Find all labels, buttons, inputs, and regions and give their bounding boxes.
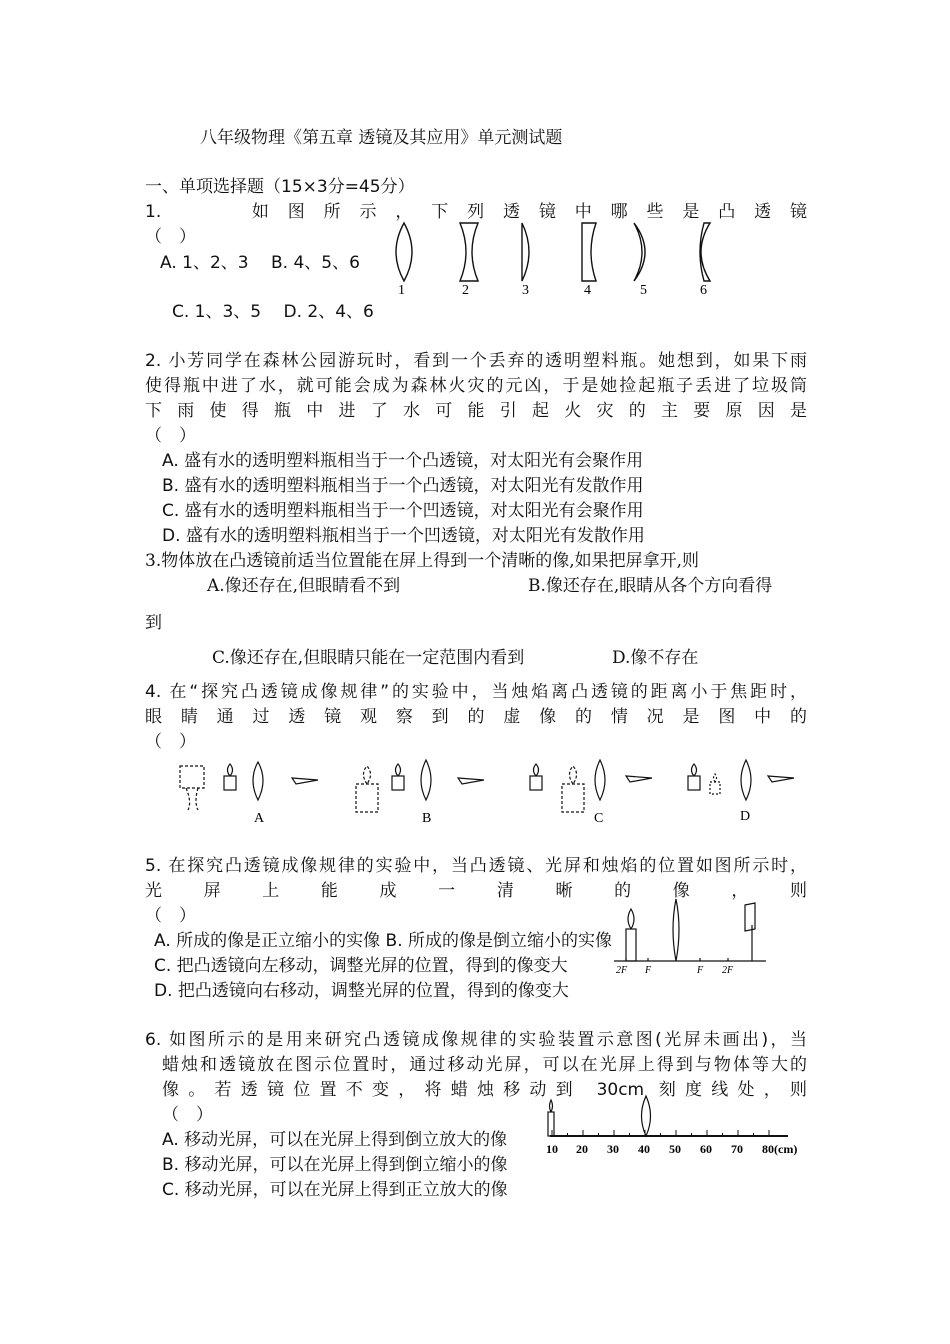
q6-line1: 6. 如图所示的是用来研究凸透镜成像规律的实验装置示意图(光屏未画出)，当 [145, 1030, 807, 1050]
q3-option-b: B.像还存在,眼睛从各个方向看得 [528, 576, 773, 596]
q6-ruler-figure [540, 1094, 820, 1164]
fig-label-d: D [740, 809, 751, 824]
q6-line3: 像。若透镜位置不变，将蜡烛移动到 30cm 刻度线处，则 [162, 1080, 807, 1100]
scale-label: 10 [546, 1142, 558, 1156]
q4-line2: 眼睛通过透镜观察到的虚像的情况是图中的 [145, 707, 807, 727]
q2-line3: 下雨使得瓶中进了水可能引起火灾的主要原因是 [145, 401, 807, 421]
lens-label: 1 [398, 283, 405, 298]
axis-label: F [645, 965, 652, 976]
q1-stem: 1. 如图所示，下列透镜中哪些是凸透镜 [145, 202, 807, 222]
lens-label: 2 [462, 283, 469, 298]
q1-lens-figure [380, 215, 740, 305]
figure-b [356, 760, 484, 812]
q3-option-b-cont: 到 [145, 613, 162, 633]
q5-optics-bench-figure [612, 895, 772, 977]
convex-lens [673, 899, 679, 961]
figure-c [530, 760, 652, 812]
q6-option-c: C. 移动光屏，可以在光屏上得到正立放大的像 [162, 1180, 508, 1200]
q3-option-a: A.像还存在,但眼睛看不到 [207, 576, 401, 596]
scale-label: 80(cm) [762, 1142, 798, 1156]
q6-option-a: A. 移动光屏，可以在光屏上得到倒立放大的像 [162, 1130, 508, 1150]
flame [628, 909, 634, 929]
candle [548, 1112, 554, 1136]
q3-option-d: D.像不存在 [612, 648, 699, 668]
q2-option-b: B. 盛有水的透明塑料瓶相当于一个凸透镜，对太阳光有发散作用 [162, 476, 644, 496]
scale-label: 20 [576, 1142, 588, 1156]
section-heading: 一、单项选择题（15×3分=45分） [145, 177, 415, 197]
q5-paren: （ ） [145, 906, 196, 926]
q3-stem: 3.物体放在凸透镜前适当位置能在屏上得到一个清晰的像,如果把屏拿开,则 [145, 551, 700, 571]
scale-label: 70 [731, 1142, 743, 1156]
q2-line2: 使得瓶中进了水，就可能会成为森林火灾的元凶，于是她捡起瓶子丢进了垃圾筒 [145, 376, 807, 396]
flame [550, 1100, 553, 1112]
q2-option-c: C. 盛有水的透明塑料瓶相当于一个凹透镜，对太阳光有会聚作用 [162, 501, 644, 521]
q4-candle-figures [170, 758, 810, 828]
lens-label: 5 [640, 283, 647, 298]
q1-options-ab: A. 1、2、3 B. 4、5、6 [160, 253, 360, 273]
lens-label: 6 [700, 283, 707, 298]
q6-paren: （ ） [162, 1105, 213, 1125]
candle [626, 929, 636, 961]
fig-label-b: B [422, 811, 432, 826]
q6-line2: 蜡烛和透镜放在图示位置时，通过移动光屏，可以在光屏上得到与物体等大的 [162, 1055, 807, 1075]
q2-option-d: D. 盛有水的透明塑料瓶相当于一个凹透镜，对太阳光有发散作用 [162, 526, 645, 546]
scale-label: 60 [700, 1142, 712, 1156]
q2-option-a: A. 盛有水的透明塑料瓶相当于一个凸透镜，对太阳光有会聚作用 [162, 451, 644, 471]
q6-option-b: B. 移动光屏，可以在光屏上得到倒立缩小的像 [162, 1155, 508, 1175]
q1-paren: （ ） [145, 227, 196, 247]
light-screen [745, 903, 755, 931]
q4-paren: （ ） [145, 732, 196, 752]
fig-label-c: C [594, 811, 604, 826]
q1-options-cd: C. 1、3、5 D. 2、4、6 [172, 302, 374, 322]
lens-label: 4 [584, 283, 591, 298]
axis-label: 2F [722, 965, 734, 976]
q5-line2: 光屏上能成一清晰的像，则 [145, 881, 807, 901]
q5-option-c: C. 把凸透镜向左移动，调整光屏的位置，得到的像变大 [154, 956, 568, 976]
q5-options-ab: A. 所成的像是正立缩小的实像 B. 所成的像是倒立缩小的实像 [154, 931, 613, 951]
convex-lens [642, 1096, 651, 1136]
lens-3-planoconvex [522, 223, 529, 281]
page-title: 八年级物理《第五章 透镜及其应用》单元测试题 [200, 128, 563, 148]
scale-label: 30 [607, 1142, 619, 1156]
lens-4-planoconcave [582, 223, 596, 281]
scale-label: 40 [638, 1142, 650, 1156]
q5-option-d: D. 把凸透镜向右移动，调整光屏的位置，得到的像变大 [154, 981, 569, 1001]
q2-line1: 2. 小芳同学在森林公园游玩时，看到一个丢弃的透明塑料瓶。她想到，如果下雨 [145, 351, 807, 371]
lens-2-biconcave [460, 223, 478, 281]
lens-6-meniscus-concave [700, 223, 710, 281]
q4-line1: 4. 在“探究凸透镜成像规律”的实验中，当烛焰离凸透镜的距离小于焦距时， [145, 682, 807, 702]
axis-label: 2F [616, 965, 628, 976]
figure-d [688, 760, 794, 800]
q3-option-c: C.像还存在,但眼睛只能在一定范围内看到 [212, 648, 525, 668]
q2-paren: （ ） [145, 426, 196, 446]
scale-label: 50 [669, 1142, 681, 1156]
lens-5-meniscus-convex [634, 223, 645, 281]
fig-label-a: A [254, 811, 265, 826]
figure-a [180, 762, 318, 810]
lens-1-biconvex [396, 223, 412, 281]
lens-label: 3 [522, 283, 529, 298]
q5-line1: 5. 在探究凸透镜成像规律的实验中，当凸透镜、光屏和烛焰的位置如图所示时， [145, 856, 807, 876]
axis-label: F [697, 965, 704, 976]
